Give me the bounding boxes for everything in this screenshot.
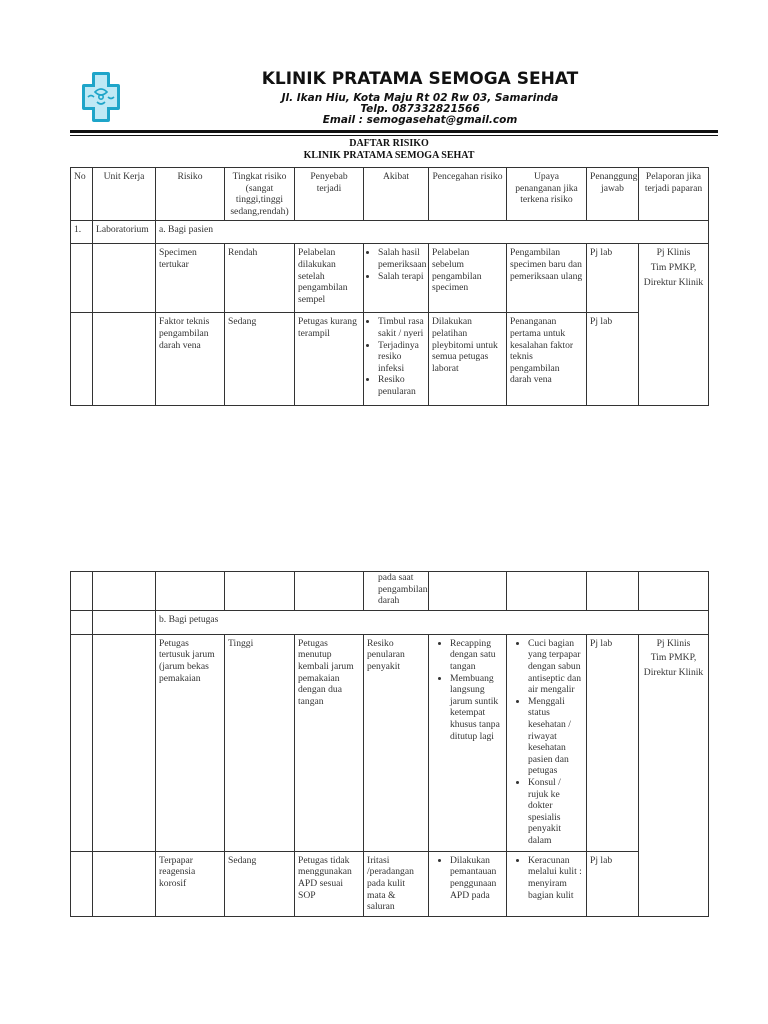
pencegahan-cell: [429, 851, 507, 916]
akibat-cell: Iritasi /peradangan pada kulit mata & saluran: [364, 851, 429, 916]
section-label: b. Bagi petugas: [156, 610, 709, 634]
table-row: [71, 313, 709, 406]
table-row: [71, 244, 709, 313]
column-header: Unit Kerja: [93, 168, 156, 221]
pj-cell: Pj lab: [587, 313, 639, 406]
column-header: No: [71, 168, 93, 221]
column-header: Risiko: [156, 168, 225, 221]
risiko-cell: Petugas tertusuk jarum (jarum bekas pemakaian: [156, 634, 225, 851]
upaya-cell: [507, 851, 587, 916]
akibat-cell: Resiko penularan penyakit: [364, 634, 429, 851]
pj-cell: Pj lab: [587, 851, 639, 916]
table-row: [71, 610, 709, 634]
list-item: • Keracunan melalui kulit : menyiram bagian kulit: [528, 855, 583, 901]
upaya-cell: Pengambilan specimen baru dan pemeriksaan ulang: [507, 244, 587, 313]
table-row: [71, 221, 709, 244]
section-label: a. Bagi pasien: [156, 221, 709, 244]
pencegahan-cell: Dilakukan pelatihan pleybitomi untuk semua petugas laborat: [429, 313, 507, 406]
list-item: • Dilakukan pemantauan penggunaan APD pada: [450, 855, 503, 901]
tingkat-cell: Sedang: [225, 851, 295, 916]
clinic-logo-icon: [82, 72, 120, 122]
penyebab-cell: Petugas tidak menggunakan APD sesuai SOP: [295, 851, 364, 916]
column-header: Tingkat risiko (sangat tinggi,tinggi sedang,rendah): [225, 168, 295, 221]
header-divider-thick: [70, 130, 718, 133]
column-header: Upaya penanganan jika terkena risiko: [507, 168, 587, 221]
column-header: Akibat: [364, 168, 429, 221]
clinic-email: Email : semogasehat@gmail.com: [322, 114, 518, 126]
column-header: Penyebab terjadi: [295, 168, 364, 221]
risiko-cell: Specimen tertukar: [156, 244, 225, 313]
list-item: • Resiko penularan: [378, 374, 425, 397]
list-item: • Salah terapi: [378, 271, 425, 283]
list-item: • Cuci bagian yang terpapar dengan sabun antiseptic dan air mengalir: [528, 638, 583, 696]
upaya-cell: [507, 634, 587, 851]
list-item: • Recapping dengan satu tangan: [450, 638, 503, 673]
akibat-cell: [364, 244, 429, 313]
pj-cell: Pj lab: [587, 244, 639, 313]
document-subtitle: KLINIK PRATAMA SEMOGA SEHAT: [303, 150, 475, 161]
header-divider-thin: [70, 135, 718, 136]
upaya-cell: Penanganan pertama untuk kesalahan faktor teknis pengambilan darah vena: [507, 313, 587, 406]
penyebab-cell: Pelabelan dilakukan setelah pengambilan sempel: [295, 244, 364, 313]
pj-cell: Pj lab: [587, 634, 639, 851]
pencegahan-cell: [429, 634, 507, 851]
list-item: • Konsul / rujuk ke dokter spesialis penyakit dalam: [528, 777, 583, 847]
list-item: • Terjadinya resiko infeksi: [378, 340, 425, 375]
table-header-row: [71, 168, 709, 221]
penyebab-cell: Petugas kurang terampil: [295, 313, 364, 406]
akibat-cell: [364, 313, 429, 406]
column-header: Pelaporan jika terjadi paparan: [639, 168, 709, 221]
list-item: • Menggali status kesehatan / riwayat kesehatan pasien dan petugas: [528, 696, 583, 777]
table-row: [71, 634, 709, 851]
column-header: Pencegahan risiko: [429, 168, 507, 221]
pelaporan-cell: Pj Klinis Tim PMKP, Direktur Klinik: [639, 634, 709, 916]
clinic-name: KLINIK PRATAMA SEMOGA SEHAT: [261, 69, 579, 89]
pelaporan-cell: Pj Klinis Tim PMKP, Direktur Klinik: [639, 244, 709, 406]
clinic-address: Jl. Ikan Hiu, Kota Maju Rt 02 Rw 03, Samarinda: [281, 92, 559, 104]
unit-name: Laboratorium: [93, 221, 156, 244]
list-item: • Membuang langsung jarum suntik ketempat khusus tanpa ditutup lagi: [450, 673, 503, 743]
tingkat-cell: Tinggi: [225, 634, 295, 851]
column-header: Penanggung jawab: [587, 168, 639, 221]
tingkat-cell: Rendah: [225, 244, 295, 313]
risk-table-continued: [70, 571, 709, 917]
table-row: [71, 851, 709, 916]
pencegahan-cell: Pelabelan sebelum pengambilan specimen: [429, 244, 507, 313]
continuation-text: pada saat pengambilan darah: [364, 572, 429, 611]
tingkat-cell: Sedang: [225, 313, 295, 406]
document-title: DAFTAR RISIKO: [349, 138, 429, 149]
penyebab-cell: Petugas menutup kembali jarum pemakaian dengan dua tangan: [295, 634, 364, 851]
risiko-cell: Terpapar reagensia korosif: [156, 851, 225, 916]
clinic-phone: Telp. 087332821566: [360, 103, 480, 115]
risiko-cell: Faktor teknis pengambilan darah vena: [156, 313, 225, 406]
list-item: • Salah hasil pemeriksaan: [378, 247, 425, 270]
list-item: • Timbul rasa sakit / nyeri: [378, 316, 425, 339]
risk-table: [70, 167, 709, 406]
table-row: [71, 572, 709, 611]
row-number: 1.: [71, 221, 93, 244]
